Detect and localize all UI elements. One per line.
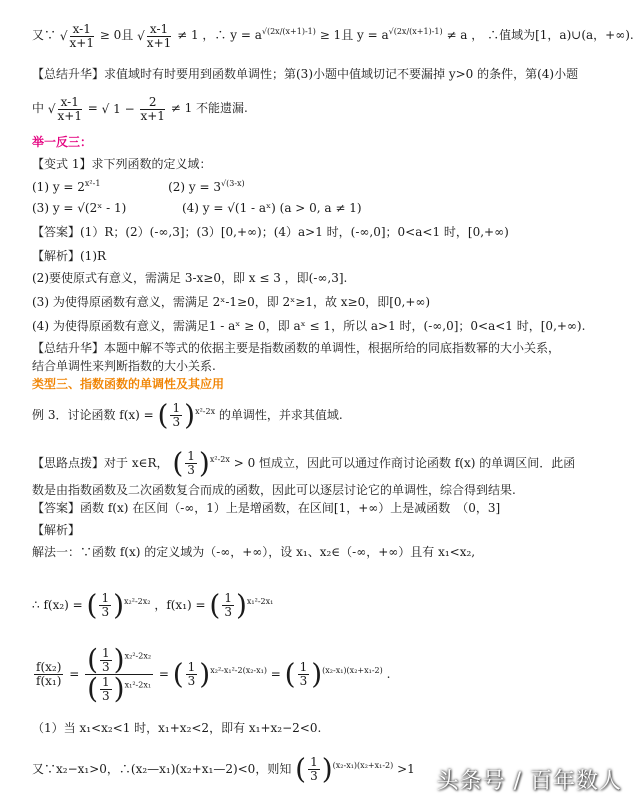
text: ≥ 1且 y = a xyxy=(319,28,389,42)
exponent: x²-2x xyxy=(209,455,230,464)
sqrt-fraction: √ $\frac{x-1}{x+1}$ xyxy=(59,21,94,50)
text: > 0 恒成立，因此可以通过作商讨论函数 f(x) 的单调区间．此函 xyxy=(233,456,576,470)
exponent: x²-2x xyxy=(195,407,216,416)
exponent: √(2x/(x+1)-1) xyxy=(261,27,316,36)
text: 中 xyxy=(32,101,45,115)
analysis-line-2: 【解析】 xyxy=(32,523,81,537)
exponent: √(3-x) xyxy=(221,179,245,188)
quotient-line: $\frac{\text{f(x₂)}}{\text{f(x₁)}}$ = ( $\frac{1}{3}$ )$^{x_2^2-2x_2}$ ( $\frac{1}{3}$ )$^{x_1^2-2x_1}$ = ( $\frac{1}{3}$ )$^{x_2^2-x_1^2-2(x_2-x_1)}$ = ( $\frac{1}{3}$ )$^{(x_2-x_1)(x_2+x_1-2)}$ . xyxy=(36,643,391,705)
text: ≥ 0且 xyxy=(99,28,134,42)
watermark: 头条号 / 百年数人 xyxy=(436,769,622,794)
text: ，f(x₁) = xyxy=(154,598,206,612)
solution-line: 解法一：∵函数 f(x) 的定义域为（-∞，+∞），设 x₁、x₂∈（-∞，+∞）且有 x₁<x₂, xyxy=(32,545,476,559)
text: ≠ 1 不能遗漏. xyxy=(170,101,248,115)
line-1 xyxy=(32,18,634,50)
sqrt-fraction: √ $\frac{x-1}{x+1}$ xyxy=(47,94,82,123)
line-6 xyxy=(32,176,245,195)
fraction-one-third: $\frac{1}{3}$ xyxy=(172,401,181,429)
text: (1) y = 2 xyxy=(32,180,85,194)
line-22: ∴ f(x₂) = ( $\frac{1}{3}$ )$^{x_2^2-2x_2}$ ，f(x₁) = ( $\frac{1}{3}$ )$^{x_1^2-2x_1}$ xyxy=(32,588,274,622)
final-line: 又∵x₂−x₁>0，∴(x₂—x₁)(x₂+x₁—2)<0，则知 ( $\frac{1}{3}$ )$^{(x_2-x_1)(x_2+x_1-2)}$ >1 xyxy=(32,752,415,786)
text: >1 xyxy=(397,762,415,776)
exponent: x²-1 xyxy=(84,179,101,188)
fraction-one-third: $\frac{1}{3}$ xyxy=(187,449,195,477)
text: 例 3．讨论函数 f(x) = xyxy=(32,408,154,422)
text: 的单调性，并求其值域. xyxy=(218,408,343,422)
exponent: x₁²-2x₁ xyxy=(246,597,274,606)
section-heading: 举一反三： xyxy=(32,135,93,149)
hint-line-2: 数是由指数函数及二次函数复合而成的函数，因此可以逐层讨论它的单调性，综合得到结果. xyxy=(32,483,516,497)
exponent: (x₂-x₁)(x₂+x₁-2) xyxy=(332,761,394,770)
fraction-one-third: $\frac{1}{3}$ xyxy=(310,755,318,783)
line-7 xyxy=(32,200,362,216)
example-line: 例 3．讨论函数 f(x) = ( $\frac{1}{3}$ )$^{x^2-2x}$ 的单调性，并求其值域. xyxy=(32,398,343,432)
quotient-fraction: $\frac{\text{f(x₂)}}{\text{f(x₁)}}$ xyxy=(36,660,62,688)
text: ≠ a ， xyxy=(446,28,484,42)
line-11: (3) 为使得原函数有意义，需满足 2ˣ-1≥0，即 2ˣ≥1，故 x≥0，即[0,+∞) xyxy=(32,295,431,309)
answer-line-2: 【答案】函数 f(x) 在区间（-∞，1）上是增函数，在区间[1，+∞）上是减函数 （0，3] xyxy=(32,501,501,515)
case-line: （1）当 x₁<x₂<1 时，x₁+x₂<2，即有 x₁+x₂−2<0. xyxy=(32,721,322,735)
line-12: (4) 为使得原函数有意义，需满足1 - aˣ ≥ 0，即 aˣ ≤ 1，所以 a>1 时，(-∞,0]；0<a<1 时，[0,+∞). xyxy=(32,319,586,333)
text: (4) y = √(1 - aˣ) (a > 0, a ≠ 1) xyxy=(181,201,362,215)
exponent: x₂²-2x₂ xyxy=(124,597,151,606)
text: y = a xyxy=(230,28,262,42)
summary-line: 【总结升华】求值域时有时要用到函数单调性；第(3)小题中值域切记不要漏掉 y>0 的条件，第(4)小题 xyxy=(32,67,579,81)
type-heading: 类型三、指数函数的单调性及其应用 xyxy=(32,377,225,391)
text: ∴ f(x₂) = xyxy=(32,598,83,612)
text: 又∵x₂−x₁>0，∴(x₂—x₁)(x₂+x₁—2)<0，则知 xyxy=(32,762,292,776)
sqrt-expression: √ 1 − $\frac{2}{x+1}$ xyxy=(101,94,165,123)
text: ≠ 1 ，∴ xyxy=(177,28,227,42)
line-3: 中 √ $\frac{x-1}{x+1}$ = √ 1 − $\frac{2}{x+1}$ ≠ 1 不能遗漏. xyxy=(32,94,248,123)
exponent: √(2x/(x+1)-1) xyxy=(388,27,443,36)
text: (3) y = √(2ˣ - 1) xyxy=(32,201,127,215)
sqrt-fraction: √ $\frac{x-1}{x+1}$ xyxy=(137,21,172,50)
answer-line: 【答案】(1）R；(2）(-∞,3]；(3）[0,+∞)；(4）a>1 时，(-∞,0]；0<a<1 时，[0,+∞) xyxy=(32,225,509,239)
hint-line: 【思路点拨】对于 x∈R， ( $\frac{1}{3}$ )$^{x^2-2x}$ > 0 恒成立，因此可以通过作商讨论函数 f(x) 的单调区间．此函 xyxy=(32,446,576,480)
variant-line: 【变式 1】求下列函数的定义域： xyxy=(32,157,212,171)
analysis-line: 【解析】(1)R xyxy=(32,249,107,263)
summary-line-3: 结合单调性来判断指数的大小关系. xyxy=(32,359,216,373)
text: 又∵ xyxy=(32,28,57,42)
text: (2) y = 3 xyxy=(168,180,222,194)
summary-line-2: 【总结升华】本题中解不等式的依据主要是指数函数的单调性，根据所给的同底指数幂的大小关系， xyxy=(32,341,561,355)
text: 【思路点拨】对于 x∈R， xyxy=(32,456,169,470)
text: ∴值域为[1，a)∪(a，+∞). xyxy=(487,28,634,42)
compound-fraction: ( $\frac{1}{3}$ )$^{x_2^2-2x_2}$ ( $\frac{1}{3}$ )$^{x_1^2-2x_1}$ xyxy=(87,643,152,705)
line-10: (2)要使原式有意义，需满足 3-x≥0，即 x ≤ 3 ，即(-∞,3]. xyxy=(32,271,348,285)
